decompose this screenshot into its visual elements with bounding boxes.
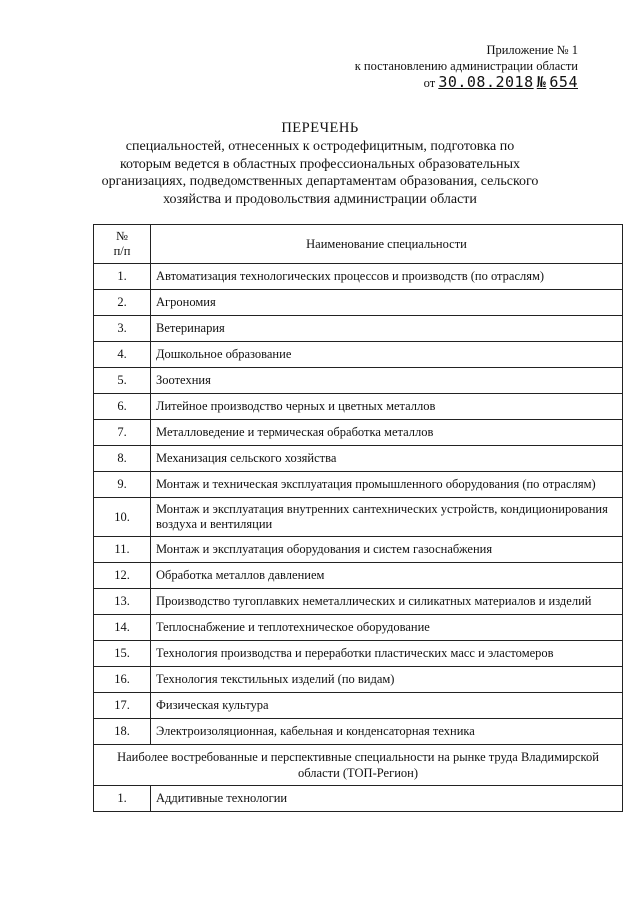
row-number: 8.	[94, 446, 151, 472]
specialty-name: Технология производства и переработки пластических масс и эластомеров	[151, 641, 623, 667]
specialty-name: Физическая культура	[151, 693, 623, 719]
row-number: 17.	[94, 693, 151, 719]
appendix-title: Приложение № 1	[486, 43, 578, 57]
table-row	[94, 667, 623, 693]
row-number: 10.	[94, 498, 151, 537]
table-row	[94, 786, 623, 812]
specialty-name: Монтаж и эксплуатация оборудования и систем газоснабжения	[151, 537, 623, 563]
specialty-name: Металловедение и термическая обработка металлов	[151, 420, 623, 446]
table-row	[94, 394, 623, 420]
table-row	[94, 589, 623, 615]
table-header-row	[94, 225, 623, 264]
table-row	[94, 420, 623, 446]
row-number: 3.	[94, 316, 151, 342]
appendix-header	[318, 42, 578, 91]
specialty-name: Электроизоляционная, кабельная и конденсаторная техника	[151, 719, 623, 745]
specialty-name: Аддитивные технологии	[151, 786, 623, 812]
row-number: 4.	[94, 342, 151, 368]
row-number: 1.	[94, 264, 151, 290]
specialty-name: Технология текстильных изделий (по видам)	[151, 667, 623, 693]
row-number: 14.	[94, 615, 151, 641]
column-header-number: № п/п	[94, 225, 151, 264]
document-subtitle: специальностей, отнесенных к остродефицитным, подготовка по которым ведется в областных профессиональных образовательных организациях, подведомственных департаментам образования, сельского хозяйства и продовольствия администрации области	[101, 139, 539, 207]
row-number: 9.	[94, 472, 151, 498]
specialty-name: Производство тугоплавких неметаллических и силикатных материалов и изделий	[151, 589, 623, 615]
table-row	[94, 342, 623, 368]
table-row	[94, 368, 623, 394]
decree-date: 30.08.2018	[438, 73, 534, 91]
specialty-name: Механизация сельского хозяйства	[151, 446, 623, 472]
specialties-table	[93, 224, 623, 812]
table-row	[94, 719, 623, 745]
appendix-date-line	[318, 74, 578, 91]
specialty-name: Литейное производство черных и цветных металлов	[151, 394, 623, 420]
specialty-name: Теплоснабжение и теплотехническое оборудование	[151, 615, 623, 641]
decree-number: 654	[549, 73, 578, 91]
row-number: 13.	[94, 589, 151, 615]
document-title: ПЕРЕЧЕНЬ	[281, 120, 359, 136]
row-number: 5.	[94, 368, 151, 394]
specialty-name: Дошкольное образование	[151, 342, 623, 368]
specialty-name: Агрономия	[151, 290, 623, 316]
specialty-name: Автоматизация технологических процессов и производств (по отраслям)	[151, 264, 623, 290]
table-row	[94, 316, 623, 342]
row-number: 16.	[94, 667, 151, 693]
table-row	[94, 498, 623, 537]
table-row	[94, 693, 623, 719]
row-number: 12.	[94, 563, 151, 589]
section-heading-row	[94, 745, 623, 786]
section-heading: Наиболее востребованные и перспективные специальности на рынке труда Владимирской области (ТОП-Регион)	[94, 745, 623, 786]
appendix-reference: к постановлению администрации области	[354, 59, 578, 73]
specialty-name: Обработка металлов давлением	[151, 563, 623, 589]
specialty-name: Монтаж и техническая эксплуатация промышленного оборудования (по отраслям)	[151, 472, 623, 498]
specialty-name: Зоотехния	[151, 368, 623, 394]
number-sign: №	[536, 73, 547, 91]
row-number: 11.	[94, 537, 151, 563]
table-row	[94, 563, 623, 589]
specialty-name: Ветеринария	[151, 316, 623, 342]
table-row	[94, 446, 623, 472]
specialty-name: Монтаж и эксплуатация внутренних сантехнических устройств, кондиционирования воздуха и вентиляции	[151, 498, 623, 537]
row-number: 2.	[94, 290, 151, 316]
table-row	[94, 472, 623, 498]
table-row	[94, 290, 623, 316]
row-number: 18.	[94, 719, 151, 745]
row-number: 15.	[94, 641, 151, 667]
row-number: 7.	[94, 420, 151, 446]
column-header-name: Наименование специальности	[151, 225, 623, 264]
row-number: 6.	[94, 394, 151, 420]
table-row	[94, 264, 623, 290]
from-label: от	[423, 76, 436, 90]
table-row	[94, 537, 623, 563]
table-row	[94, 641, 623, 667]
row-number: 1.	[94, 786, 151, 812]
table-row	[94, 615, 623, 641]
